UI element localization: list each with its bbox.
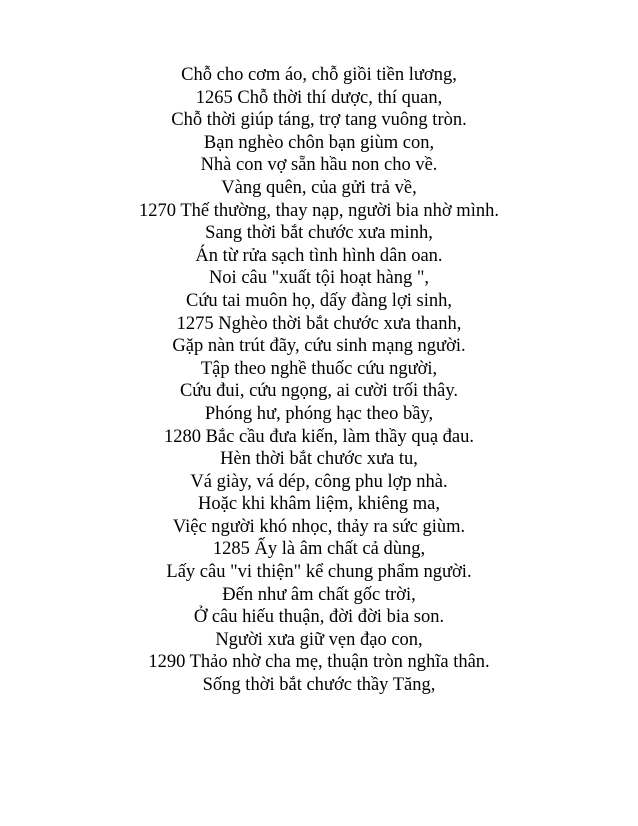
poem-text: [0, 64, 638, 697]
poem-line: Chỗ thời giúp táng, trợ tang vuông tròn.: [171, 110, 467, 131]
poem-line: Đến như âm chất gốc trời,: [222, 584, 416, 605]
poem-line: Tập theo nghề thuốc cứu người,: [200, 358, 438, 379]
poem-line: Phóng hư, phóng hạc theo bầy,: [204, 403, 434, 424]
poem-line: Chỗ cho cơm áo, chỗ giồi tiền lương,: [181, 65, 457, 85]
poem-line: 1280 Bắc cầu đưa kiến, làm thầy quạ đau.: [163, 426, 475, 447]
poem-line: Vá giày, vá dép, công phu lợp nhà.: [190, 471, 448, 492]
poem-line: Lấy câu "vi thiện" kể chung phẩm người.: [166, 562, 472, 583]
poem-line: Vàng quên, của gửi trả về,: [221, 177, 417, 198]
poem-line: Ở câu hiếu thuận, đời đời bia son.: [193, 607, 445, 628]
poem-line: Sang thời bắt chước xưa minh,: [205, 223, 433, 244]
poem-line: 1265 Chỗ thời thí dược, thí quan,: [195, 87, 443, 108]
poem-line: Bạn nghèo chôn bạn giùm con,: [203, 132, 435, 153]
poem-line: 1270 Thế thường, thay nạp, người bia nhờ mình.: [139, 200, 499, 221]
poem-line: Gặp nàn trút đãy, cứu sinh mạng người.: [172, 336, 466, 357]
poem-line: Người xưa giữ vẹn đạo con,: [215, 629, 423, 650]
poem-line: Nhà con vợ sẵn hầu non cho về.: [200, 155, 438, 176]
poem-line: 1290 Thảo nhờ cha mẹ, thuận tròn nghĩa thân.: [148, 652, 490, 673]
poem-line: Hèn thời bắt chước xưa tu,: [220, 449, 418, 470]
poem-line: Hoặc khi khâm liệm, khiêng ma,: [198, 494, 440, 515]
poem-line: Án từ rửa sạch tình hình dân oan.: [195, 245, 443, 266]
poem-line: 1275 Nghèo thời bắt chước xưa thanh,: [176, 313, 462, 334]
poem-line: Sống thời bắt chước thầy Tăng,: [202, 675, 436, 696]
poem-line: Cứu đui, cứu ngọng, ai cười trối thây.: [179, 381, 459, 402]
poem-line: 1285 Ấy là âm chất cả dùng,: [212, 539, 426, 560]
poem-line: Việc người khó nhọc, thảy ra sức giùm.: [172, 516, 466, 537]
poem-line: Cứu tai muôn họ, dấy đàng lợi sinh,: [186, 290, 452, 311]
poem-line: Noi câu "xuất tội hoạt hàng ",: [208, 268, 430, 289]
